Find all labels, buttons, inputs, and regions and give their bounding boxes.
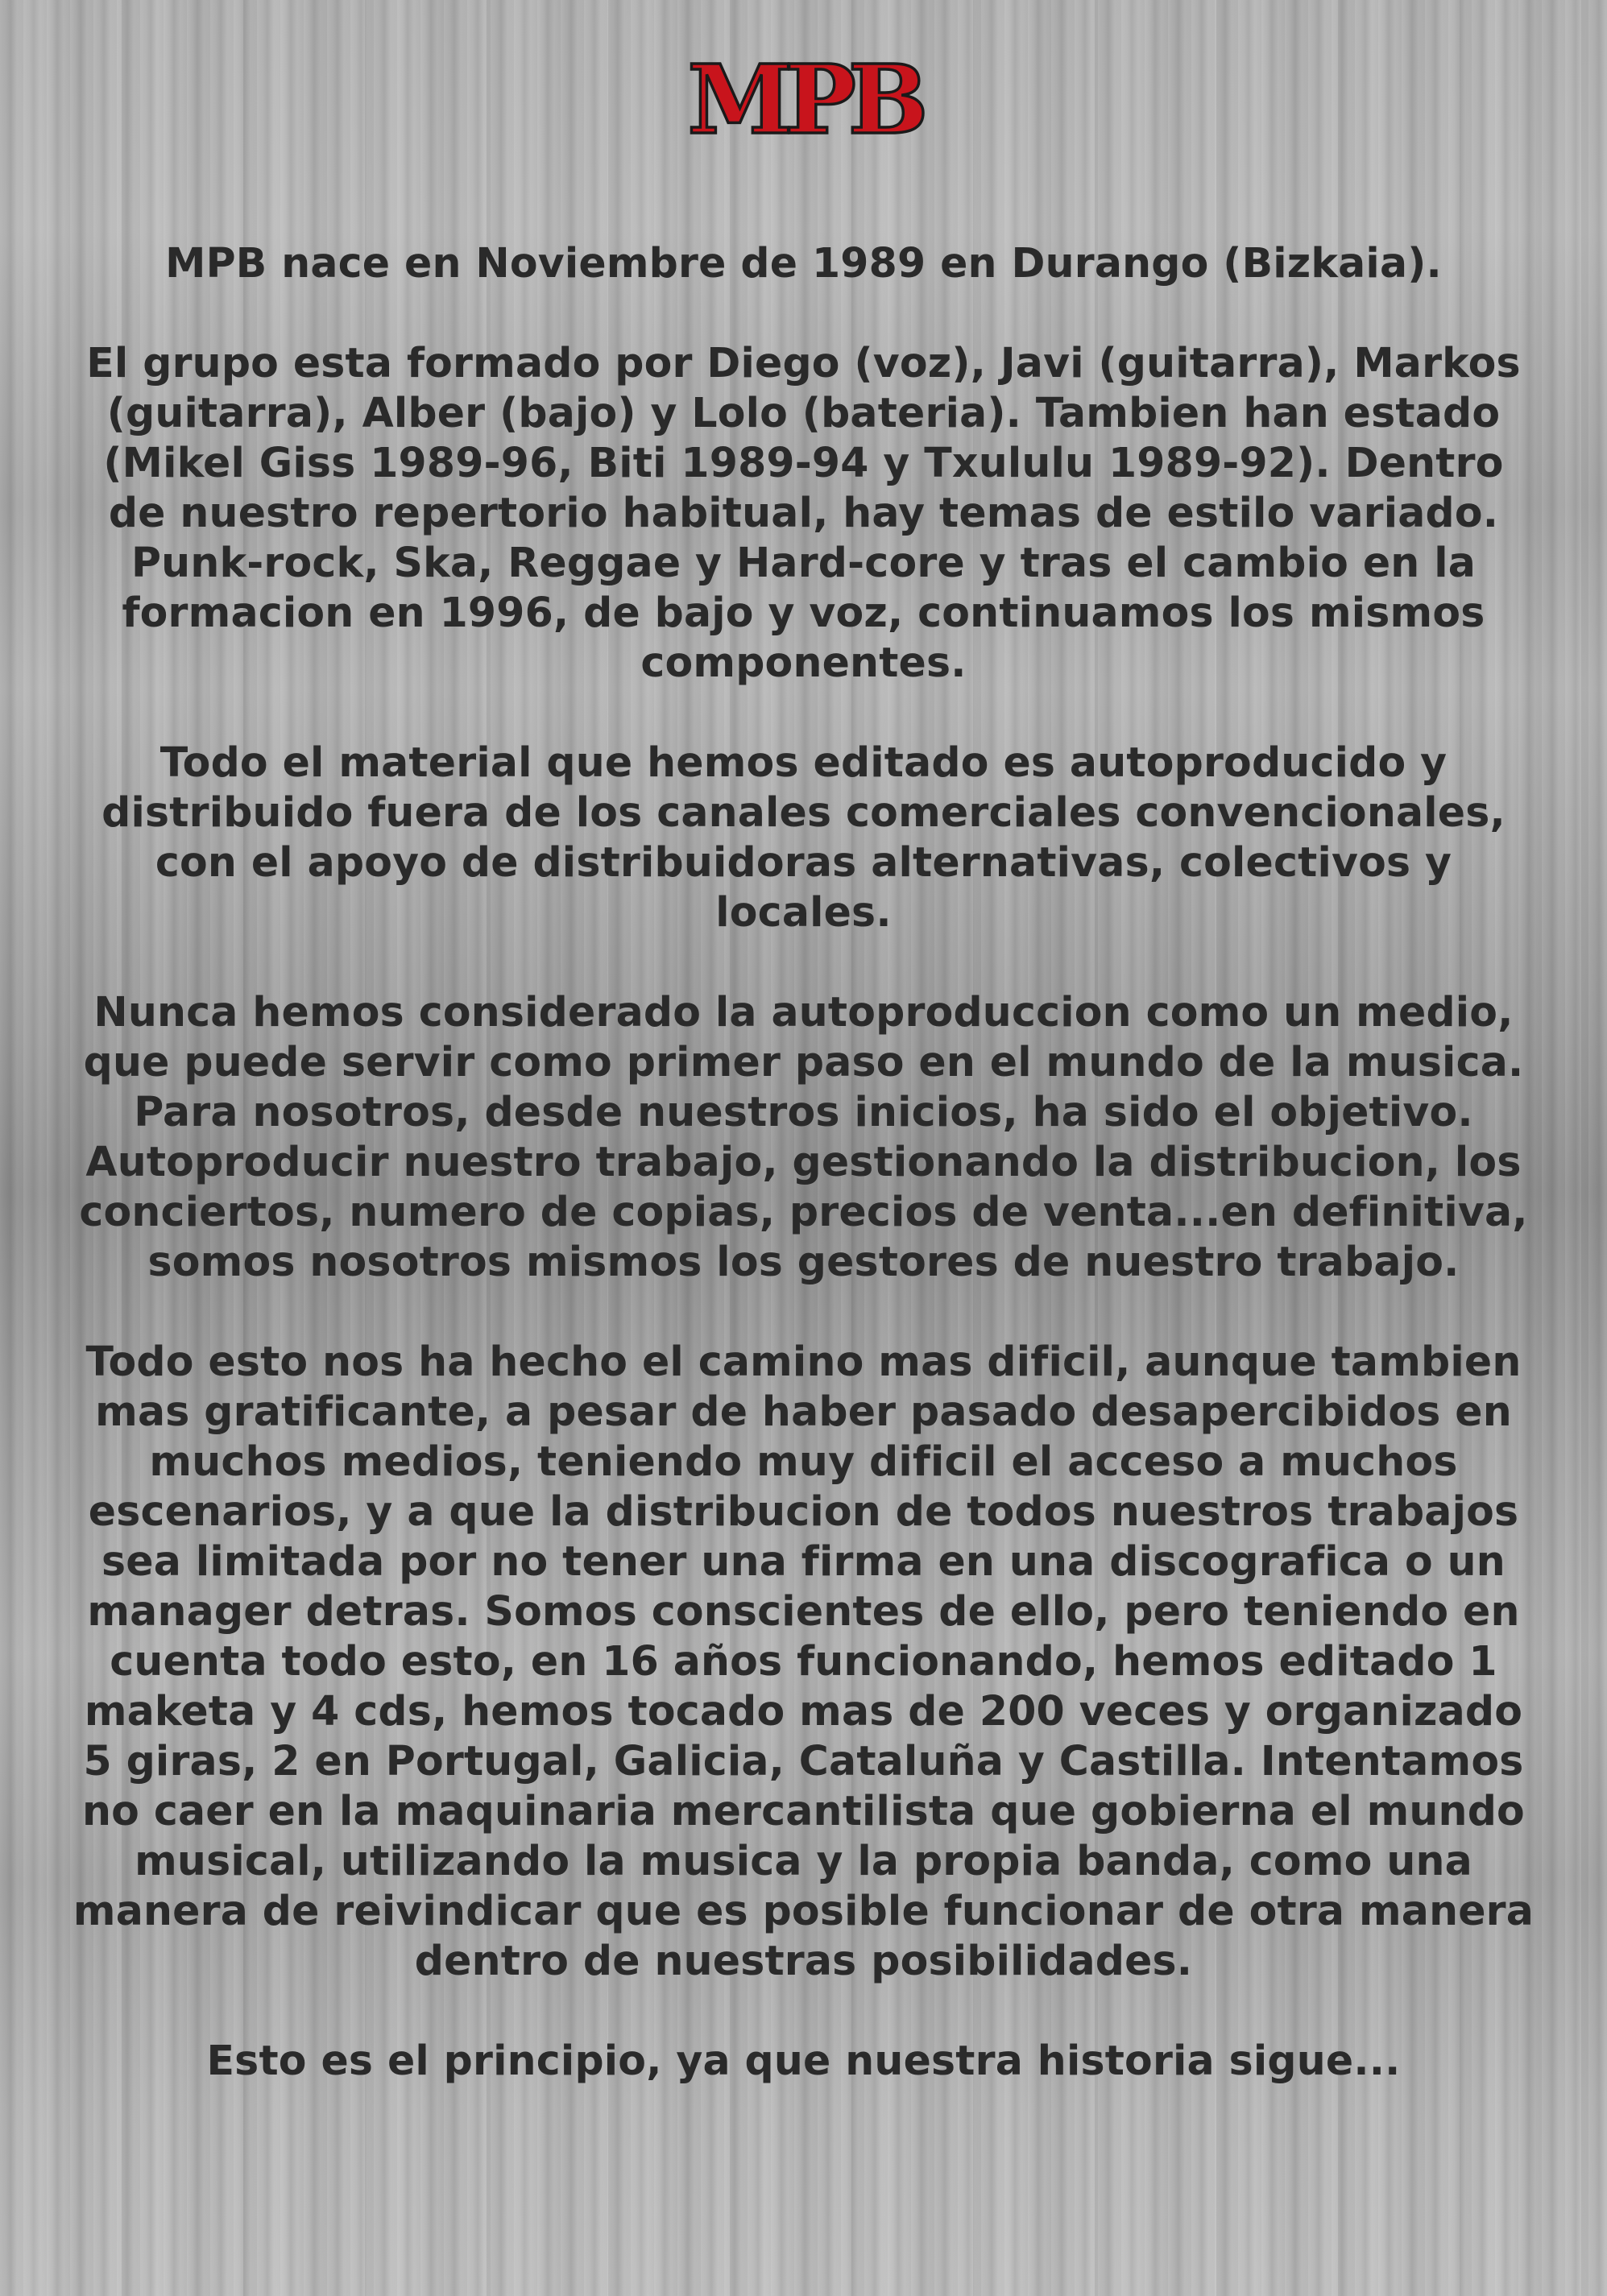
- logo-text: MPB: [686, 50, 921, 151]
- paragraph-path: Todo esto nos ha hecho el camino mas dificil, aunque tambien mas gratificante, a pesar de haber pasado desapercibidos en muchos medios, teniendo muy dificil el acceso a muchos escenarios, y a que la distribucion de todos nuestros trabajos sea limitada por no tener una firma en una discografica o un manager detras. Somos conscientes de ello, pero teniendo en cuenta todo esto, en 16 años funcionando, hemos editado 1 maketa y 4 cds, hemos tocado mas de 200 veces y organizado 5 giras, 2 en Portugal, Galicia, Cataluña y Castilla. Intentamos no caer en la maquinaria mercantilista que gobierna el mundo musical, utilizando la musica y la propia banda, como una manera de reivindicar que es posible funcionar de otra manera dentro de nuestras posibilidades.: [72, 1338, 1535, 1984]
- band-history-text: [72, 238, 1535, 2086]
- mpb-logo-icon: [627, 50, 981, 151]
- paragraph-closing: Esto es el principio, ya que nuestra historia sigue...: [206, 2037, 1401, 2084]
- paragraph-autoproduction: Nunca hemos considerado la autoproduccion como un medio, que puede servir como primer paso en el mundo de la musica. Para nosotros, desde nuestros inicios, ha sido el objetivo. Autoproducir nuestro trabajo, gestionando la distribucion, los conciertos, numero de copias, precios de venta...en definitiva, somos nosotros mismos los gestores de nuestro trabajo.: [79, 988, 1528, 1285]
- paragraph-members: El grupo esta formado por Diego (voz), Javi (guitarra), Markos (guitarra), Alber (bajo) y Lolo (bateria). Tambien han estado (Mikel Giss 1989-96, Biti 1989-94 y Txululu 1989-92). Dentro de nuestro repertorio habitual, hay temas de estilo variado. Punk-rock, Ska, Reggae y Hard-core y tras el cambio en la formacion en 1996, de bajo y voz, continuamos los mismos componentes.: [86, 339, 1521, 686]
- paragraph-material: Todo el material que hemos editado es autoproducido y distribuido fuera de los canales comerciales convencionales, con el apoyo de distribuidoras alternativas, colectivos y locales.: [101, 738, 1506, 936]
- band-logo: [0, 50, 1607, 151]
- paragraph-intro: MPB nace en Noviembre de 1989 en Durango (Bizkaia).: [165, 239, 1442, 287]
